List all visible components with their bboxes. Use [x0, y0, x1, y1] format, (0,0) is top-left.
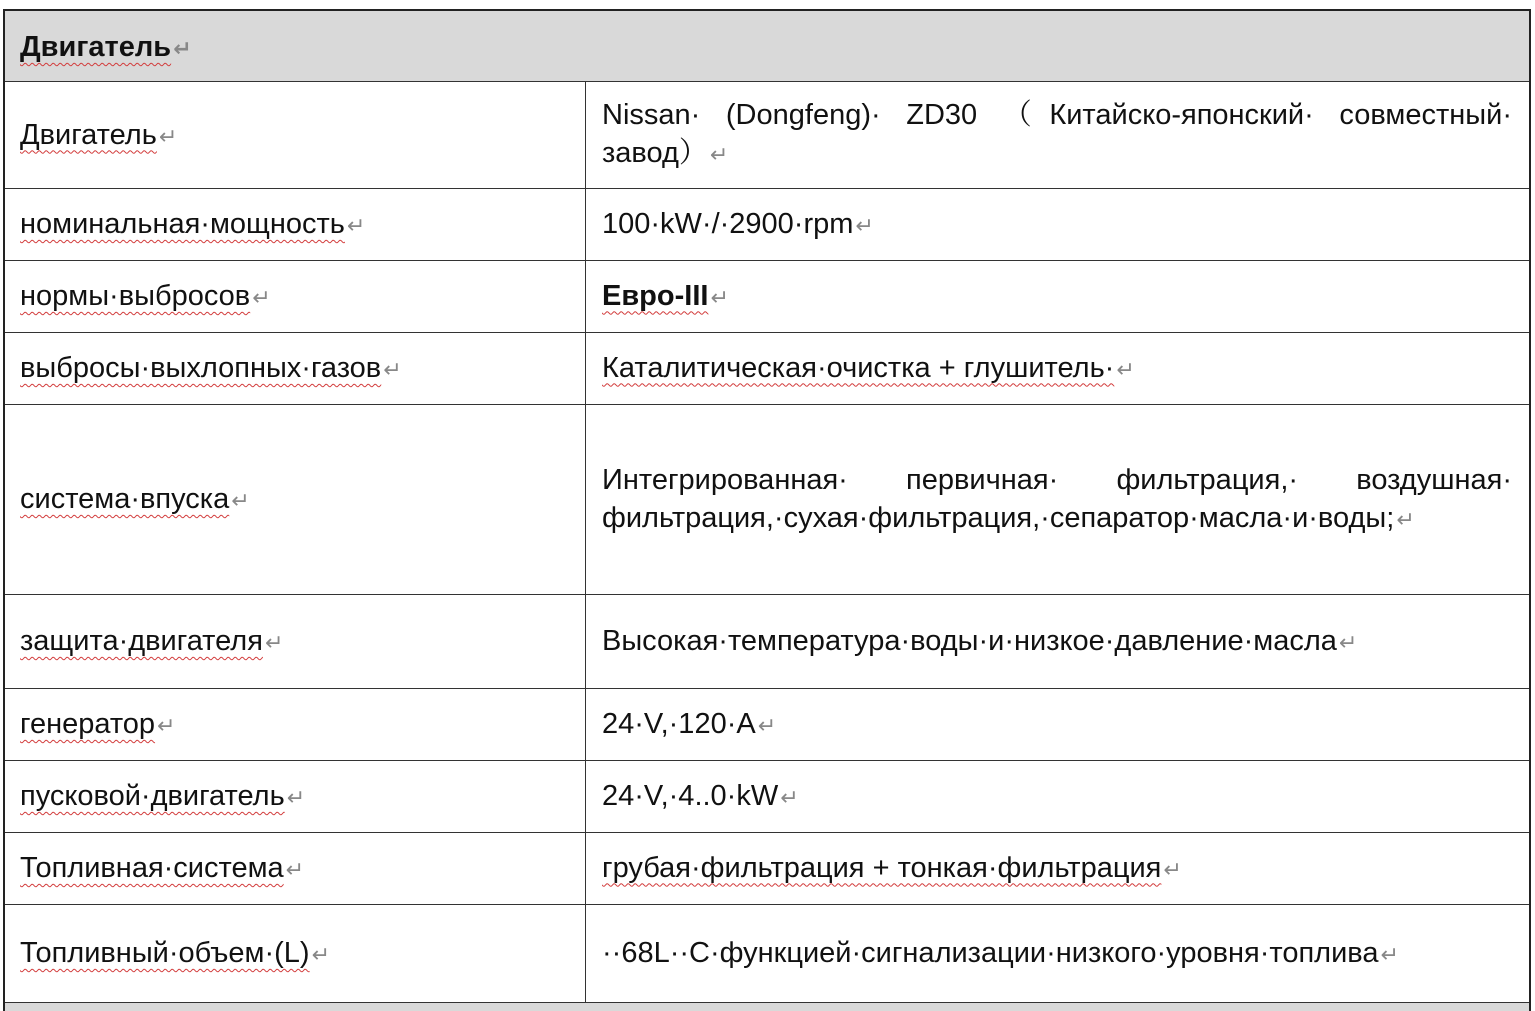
label-cell[interactable]: [20, 595, 580, 688]
row-value: Каталитическая·очистка + глушитель·: [602, 351, 1115, 384]
label-cell[interactable]: [20, 261, 580, 332]
row-label: выбросы·выхлопных·газов: [20, 352, 382, 384]
row-label: защита·двигателя: [20, 625, 263, 657]
row-value: Nissan· (Dongfeng)· ZD30 （Китайско-японский· совместный· завод）↵: [602, 96, 1512, 174]
row-value: 24·V,·4..0·kW: [602, 779, 779, 812]
paragraph-mark-icon: ↵: [157, 713, 176, 738]
paragraph-mark-icon: ↵: [285, 857, 305, 882]
row-label: пусковой·двигатель: [20, 780, 285, 812]
section-header-text: Двигатель: [20, 31, 172, 63]
row-value: 24·V,·120·A: [602, 707, 756, 740]
table-row: [5, 82, 1529, 189]
paragraph-mark-icon: ↵: [855, 212, 874, 238]
paragraph-mark-icon: ↵: [252, 285, 271, 310]
row-label: Топливный·объем·(L): [20, 937, 310, 969]
paragraph-mark-icon: ↵: [1338, 629, 1358, 655]
paragraph-mark-icon: ↵: [757, 712, 777, 738]
section-header-cell[interactable]: [20, 31, 192, 64]
label-cell[interactable]: [20, 689, 580, 760]
paragraph-mark-icon: ↵: [383, 357, 402, 382]
table-row: [5, 689, 1529, 761]
row-label: генератор: [20, 708, 156, 740]
row-label: Двигатель: [20, 118, 157, 151]
paragraph-mark-icon: ↵: [346, 213, 366, 238]
paragraph-mark-icon: ↵: [173, 36, 192, 61]
paragraph-mark-icon: ↵: [1396, 506, 1415, 532]
label-cell[interactable]: [20, 833, 580, 904]
value-cell[interactable]: [602, 595, 1517, 688]
value-cell[interactable]: [602, 405, 1517, 594]
row-label: нормы·выбросов: [20, 280, 251, 312]
paragraph-mark-icon: ↵: [158, 123, 178, 149]
value-cell[interactable]: [602, 333, 1517, 404]
row-value: 100·kW·/·2900·rpm: [602, 207, 854, 240]
row-value: Евро-III: [602, 279, 709, 312]
label-cell[interactable]: [20, 905, 580, 1002]
paragraph-mark-icon: ↵: [311, 942, 331, 967]
paragraph-mark-icon: ↵: [710, 284, 729, 310]
paragraph-mark-icon: ↵: [780, 784, 799, 810]
label-cell[interactable]: [20, 405, 580, 594]
table-row: [5, 189, 1529, 261]
value-cell[interactable]: [602, 833, 1517, 904]
paragraph-mark-icon: ↵: [231, 488, 250, 513]
paragraph-mark-icon: ↵: [1380, 941, 1399, 967]
paragraph-mark-icon: ↵: [1116, 356, 1135, 382]
table-row: [5, 761, 1529, 833]
table-row: [5, 595, 1529, 689]
table-row: [5, 261, 1529, 333]
row-value: ··68L··С·функцией·сигнализации·низкого·уровня·топлива: [602, 936, 1379, 969]
row-label: Топливная·система: [20, 852, 284, 884]
value-cell[interactable]: [602, 689, 1517, 760]
paragraph-mark-icon: ↵: [709, 142, 729, 167]
table-row: [5, 333, 1529, 405]
paragraph-mark-icon: ↵: [286, 785, 306, 810]
value-cell[interactable]: [602, 189, 1517, 260]
value-cell[interactable]: [602, 82, 1517, 188]
row-value: Интегрированная· первичная· фильтрация,· воздушная· фильтрация,·сухая·фильтрация,·сепаратор·масла·и·воды;↵: [602, 461, 1512, 539]
label-cell[interactable]: [20, 761, 580, 832]
row-label: система·впуска: [20, 483, 230, 515]
value-cell[interactable]: [602, 905, 1517, 1002]
row-label: номинальная·мощность: [20, 208, 345, 240]
section-header-row: [5, 11, 1529, 82]
label-cell[interactable]: [20, 189, 580, 260]
table-row: [5, 405, 1529, 595]
label-cell[interactable]: [20, 333, 580, 404]
label-cell[interactable]: [20, 82, 580, 188]
paragraph-mark-icon: ↵: [1163, 856, 1182, 882]
row-value: Высокая·температура·воды·и·низкое·давление·масла: [602, 624, 1337, 657]
table-row: [5, 905, 1529, 1003]
value-cell[interactable]: [602, 261, 1517, 332]
spec-table: [3, 9, 1531, 1011]
next-section-header-strip: [5, 1003, 1529, 1011]
paragraph-mark-icon: ↵: [264, 630, 284, 655]
row-value: грубая·фильтрация + тонкая·фильтрация: [602, 851, 1162, 884]
value-cell[interactable]: [602, 761, 1517, 832]
table-row: [5, 833, 1529, 905]
